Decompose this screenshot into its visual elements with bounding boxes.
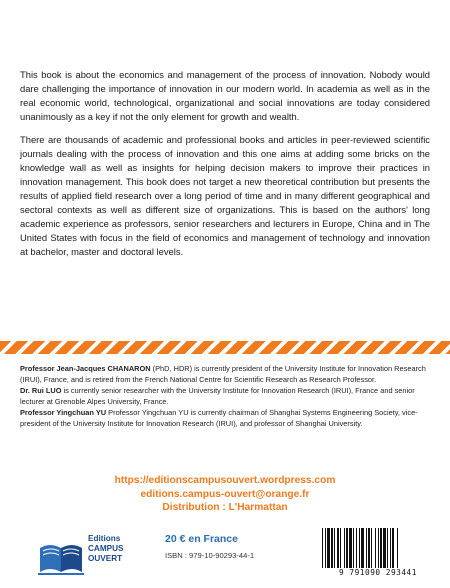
author-bio-text: (PhD, HDR) is currently president of the University Institute for Innovation Research (IRUI), France, and is retired from the French National Centre for Scientific Research as Research Professor. (20, 364, 426, 384)
price-label: 20 € en France (165, 533, 238, 545)
publisher-name-line: Editions (88, 534, 121, 543)
website-link[interactable]: https://editionscampusouvert.wordpress.com (114, 475, 336, 486)
isbn-label: ISBN : 979-10-90293-44-1 (165, 551, 255, 560)
author-name: Professor Jean-Jacques CHANARON (20, 364, 151, 373)
author-bio-text: Professor Yingchuan YU is currently chairman of Shanghai Systems Engineering Society, vice-president of the University Institute for Innovation Research (IRUI), and professor of Shanghai University. (20, 408, 418, 428)
publisher-contact (0, 474, 450, 515)
barcode-bars (318, 528, 438, 570)
book-description (20, 68, 430, 268)
author-bio-text: is currently senior researcher with the University Institute for Innovation Research (IRUI), France and senior lecturer at Grenoble Alpes University, France. (20, 386, 415, 406)
publisher-name-line: OUVERT (88, 554, 123, 563)
description-paragraph-1: This book is about the economics and management of the process of innovation. Nobody would dare challenging the importance of innovation in our modern world. In academia as well as in the real economic world, technological, organizational and social innovations are today considered unanimously as a key if not the only element for growth and wealth. (20, 69, 430, 122)
barcode (318, 528, 438, 580)
author-bios (20, 364, 430, 431)
author-name: Dr. Rui LUO (20, 386, 62, 396)
barcode-digits: 9 791090 293441 (318, 568, 438, 577)
orange-stripe-divider (0, 341, 450, 354)
email-link[interactable]: editions.campus-ouvert@orange.fr (140, 488, 310, 500)
publisher-name (88, 534, 148, 564)
author-bio (20, 408, 430, 429)
description-paragraph-2: There are thousands of academic and professional books and articles in peer-reviewed scientific journals dealing with the process of innovation and this one aims at adding some bricks on the knowledge wall as well as insights for helping decision makers to improve their practices in innovation management. This book does not target a new theoretical contribution but presents the results of applied field research over a long period of time and in many different geographical and sectoral contexts as well as different size of organizations. This is based on the authors' long academic experience as professors, senior researchers and lecturers in Europe, China and in The United States with focus in the field of economics and management of technology and innovation at bachelor, master and doctoral levels. (20, 134, 430, 257)
author-name: Professor Yingchuan YU (20, 408, 107, 418)
publisher-logo (38, 532, 148, 578)
open-book-icon (38, 536, 84, 576)
author-bio (20, 386, 430, 407)
distribution-text: Distribution : L'Harmattan (162, 502, 288, 513)
author-bio (20, 364, 430, 385)
publisher-name-line: CAMPUS (88, 544, 124, 553)
